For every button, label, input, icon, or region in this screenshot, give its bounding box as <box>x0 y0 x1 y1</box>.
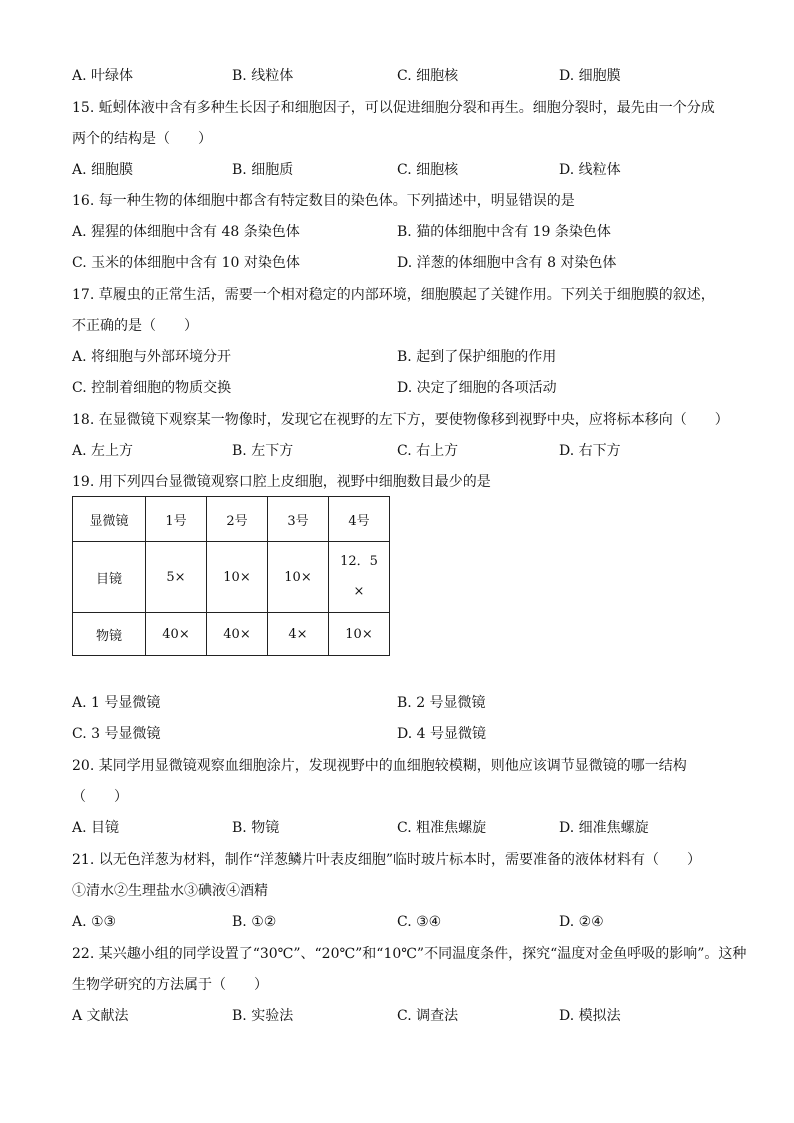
table-row <box>73 542 390 613</box>
q20-option-b[interactable]: B. 物镜 <box>232 820 280 836</box>
q22-option-d[interactable]: D. 模拟法 <box>559 1008 621 1024</box>
q22-options <box>72 1007 732 1025</box>
table-cell-line: 12．5 <box>340 554 378 569</box>
q17-stem-line1: 17. 草履虫的正常生活，需要一个相对稳定的内部环境，细胞膜起了关键作用。下列关于细胞膜的叙述， <box>72 287 715 303</box>
q21-option-c[interactable]: C. ③④ <box>397 914 442 930</box>
table-row-label: 物镜 <box>73 613 146 656</box>
table-row-label: 目镜 <box>73 542 146 613</box>
q16-option-b[interactable]: B. 猫的体细胞中含有 19 条染色体 <box>397 224 611 240</box>
q22-option-b[interactable]: B. 实验法 <box>232 1008 294 1024</box>
q21-option-b[interactable]: B. ①② <box>232 914 277 930</box>
table-header-cell: 3号 <box>268 497 329 542</box>
table-header-cell: 2号 <box>207 497 268 542</box>
q20-stem-line1: 20. 某同学用显微镜观察血细胞涂片，发现视野中的血细胞较模糊，则他应该调节显微镜的哪一结构 <box>72 758 687 774</box>
q22-stem-line1: 22. 某兴趣小组的同学设置了“30℃”、“20℃”和“10℃”不同温度条件，探究“温度对金鱼呼吸的影响”。这种 <box>72 946 747 962</box>
q19-option-d[interactable]: D. 4 号显微镜 <box>397 726 486 742</box>
q15-stem-line1: 15. 蚯蚓体液中含有多种生长因子和细胞因子，可以促进细胞分裂和再生。细胞分裂时，最先由一个分成 <box>72 100 715 116</box>
q16-option-c[interactable]: C. 玉米的体细胞中含有 10 对染色体 <box>72 255 300 271</box>
q22-option-c[interactable]: C. 调查法 <box>397 1008 459 1024</box>
q17-option-d[interactable]: D. 决定了细胞的各项活动 <box>397 380 557 396</box>
q14-options <box>72 67 732 85</box>
table-cell: 10× <box>329 613 390 656</box>
q17-option-c[interactable]: C. 控制着细胞的物质交换 <box>72 380 232 396</box>
q19-options-row2 <box>72 725 732 743</box>
q22-stem-line2: 生物学研究的方法属于（ ） <box>72 977 268 993</box>
q14-option-a[interactable]: A. 叶绿体 <box>72 68 134 84</box>
table-header-cell: 显微镜 <box>73 497 146 542</box>
q17-options-row2 <box>72 379 732 397</box>
table-cell: 10× <box>207 542 268 613</box>
q15-option-a[interactable]: A. 细胞膜 <box>72 162 134 178</box>
q21-stem-line1: 21. 以无色洋葱为材料，制作“洋葱鳞片叶表皮细胞”临时玻片标本时，需要准备的液体材料有（ ） <box>72 852 702 868</box>
table-cell: 10× <box>268 542 329 613</box>
q17-stem-line2: 不正确的是（ ） <box>72 318 198 334</box>
q19-options-row1 <box>72 694 732 712</box>
q21-options <box>72 913 732 931</box>
table-header-cell: 4号 <box>329 497 390 542</box>
q14-option-b[interactable]: B. 线粒体 <box>232 68 294 84</box>
q16-stem: 16. 每一种生物的体细胞中都含有特定数目的染色体。下列描述中，明显错误的是 <box>72 193 575 209</box>
q20-option-c[interactable]: C. 粗准焦螺旋 <box>397 820 487 836</box>
q20-option-a[interactable]: A. 目镜 <box>72 820 120 836</box>
table-row <box>73 497 390 542</box>
table-cell-line: × <box>353 584 365 599</box>
q19-option-b[interactable]: B. 2 号显微镜 <box>397 695 486 711</box>
q15-options <box>72 161 732 179</box>
table-cell: 4× <box>268 613 329 656</box>
q17-option-b[interactable]: B. 起到了保护细胞的作用 <box>397 349 557 365</box>
table-cell: 40× <box>146 613 207 656</box>
q21-stem-line2: ①清水②生理盐水③碘液④酒精 <box>72 883 268 899</box>
q14-option-d[interactable]: D. 细胞膜 <box>559 68 621 84</box>
q21-option-d[interactable]: D. ②④ <box>559 914 604 930</box>
table-cell: 40× <box>207 613 268 656</box>
q16-options-row2 <box>72 254 732 272</box>
q15-option-d[interactable]: D. 线粒体 <box>559 162 621 178</box>
table-header-cell: 1号 <box>146 497 207 542</box>
q17-options-row1 <box>72 348 732 366</box>
q20-options <box>72 819 732 837</box>
q15-stem-line2: 两个的结构是（ ） <box>72 131 212 147</box>
q18-option-a[interactable]: A. 左上方 <box>72 443 134 459</box>
q20-stem-line2: （ ） <box>72 789 128 805</box>
q17-option-a[interactable]: A. 将细胞与外部环境分开 <box>72 349 232 365</box>
q19-option-a[interactable]: A. 1 号显微镜 <box>72 695 161 711</box>
microscope-table <box>72 496 390 656</box>
q22-option-a[interactable]: A 文献法 <box>72 1008 129 1024</box>
q16-options-row1 <box>72 223 732 241</box>
table-cell <box>329 542 390 613</box>
q18-stem: 18. 在显微镜下观察某一物像时，发现它在视野的左下方，要使物像移到视野中央，应将标本移向（ ） <box>72 412 729 428</box>
q21-option-a[interactable]: A. ①③ <box>72 914 117 930</box>
q19-stem: 19. 用下列四台显微镜观察口腔上皮细胞，视野中细胞数目最少的是 <box>72 474 491 490</box>
table-cell: 5× <box>146 542 207 613</box>
q18-option-d[interactable]: D. 右下方 <box>559 443 621 459</box>
q16-option-a[interactable]: A. 猩猩的体细胞中含有 48 条染色体 <box>72 224 300 240</box>
q15-option-c[interactable]: C. 细胞核 <box>397 162 459 178</box>
q15-option-b[interactable]: B. 细胞质 <box>232 162 294 178</box>
q18-options <box>72 442 732 460</box>
q14-option-c[interactable]: C. 细胞核 <box>397 68 459 84</box>
q18-option-c[interactable]: C. 右上方 <box>397 443 459 459</box>
q18-option-b[interactable]: B. 左下方 <box>232 443 294 459</box>
q20-option-d[interactable]: D. 细准焦螺旋 <box>559 820 649 836</box>
q19-option-c[interactable]: C. 3 号显微镜 <box>72 726 161 742</box>
table-row <box>73 613 390 656</box>
q16-option-d[interactable]: D. 洋葱的体细胞中含有 8 对染色体 <box>397 255 617 271</box>
